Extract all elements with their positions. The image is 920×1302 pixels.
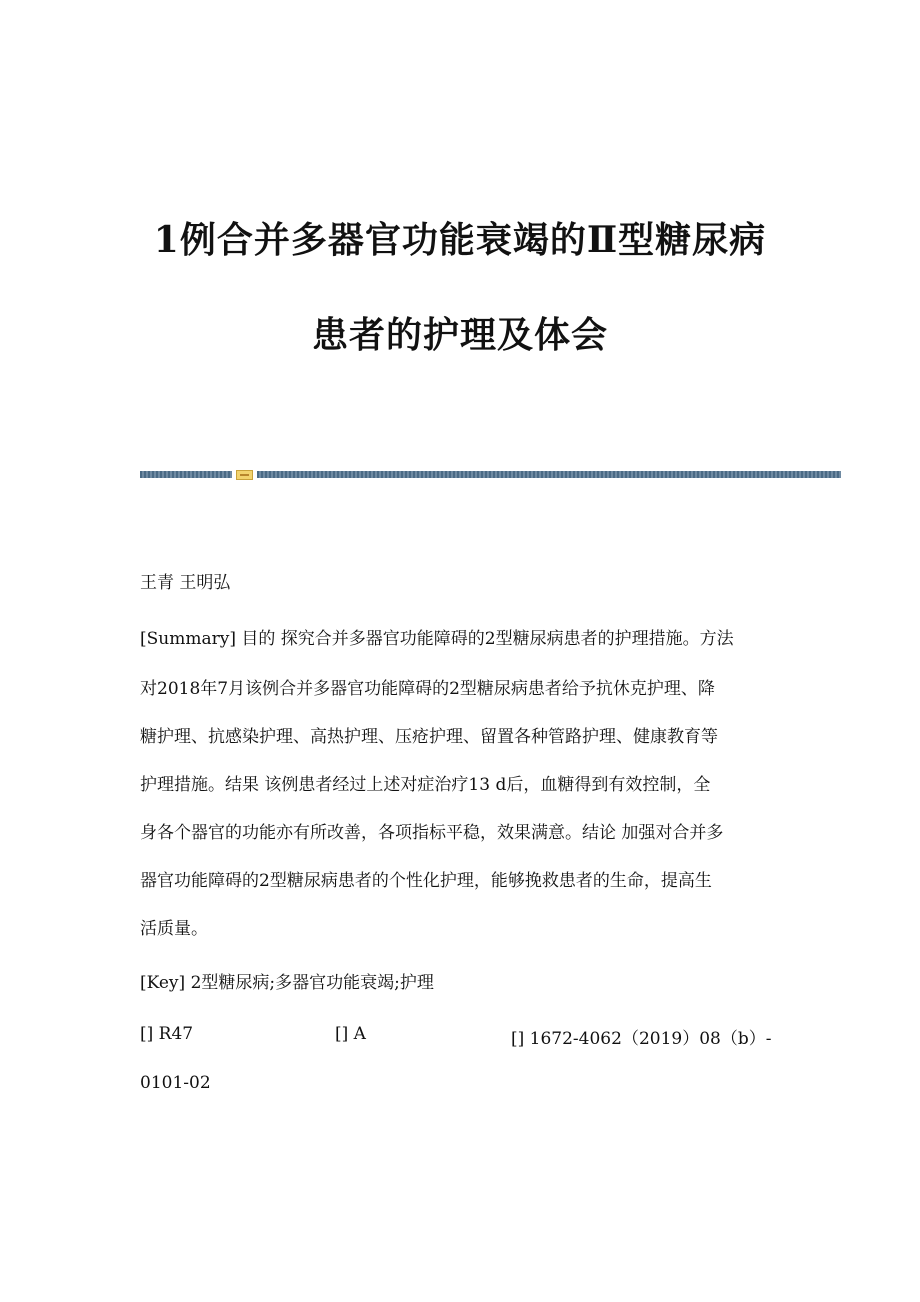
abstract-line: 活质量。	[140, 919, 208, 939]
article-id-continued: 0101-02	[140, 1073, 211, 1093]
abstract-line: 身各个器官的功能亦有所改善，各项指标平稳，效果满意。结论 加强对合并多	[140, 823, 724, 843]
abstract-line: [Summary] 目的 探究合并多器官功能障碍的2型糖尿病患者的护理措施。方法	[140, 629, 734, 649]
article-id: [] 1672-4062（2019）08（b）-	[511, 1029, 772, 1049]
decorative-divider	[140, 470, 841, 480]
abstract-line: 糖护理、抗感染护理、高热护理、压疮护理、留置各种管路护理、健康教育等	[140, 727, 718, 747]
abstract-line: 对2018年7月该例合并多器官功能障碍的2型糖尿病患者给予抗休克护理、降	[140, 679, 715, 699]
divider-ornament-icon	[236, 470, 253, 480]
document-code: [] A	[335, 1024, 366, 1044]
authors: 王青 王明弘	[140, 573, 231, 593]
title-line-2: 患者的护理及体会	[311, 314, 608, 356]
clc-number: [] R47	[140, 1024, 194, 1044]
keywords: [Key] 2型糖尿病;多器官功能衰竭;护理	[140, 973, 434, 993]
title-line-1: 1例合并多器官功能衰竭的Ⅱ型糖尿病	[153, 219, 767, 261]
divider-bar-left	[140, 471, 232, 478]
abstract-line: 护理措施。结果 该例患者经过上述对症治疗13 d后，血糖得到有效控制，全	[140, 775, 711, 795]
divider-bar-right	[257, 471, 841, 478]
abstract-line: 器官功能障碍的2型糖尿病患者的个性化护理，能够挽救患者的生命，提高生	[140, 871, 712, 891]
